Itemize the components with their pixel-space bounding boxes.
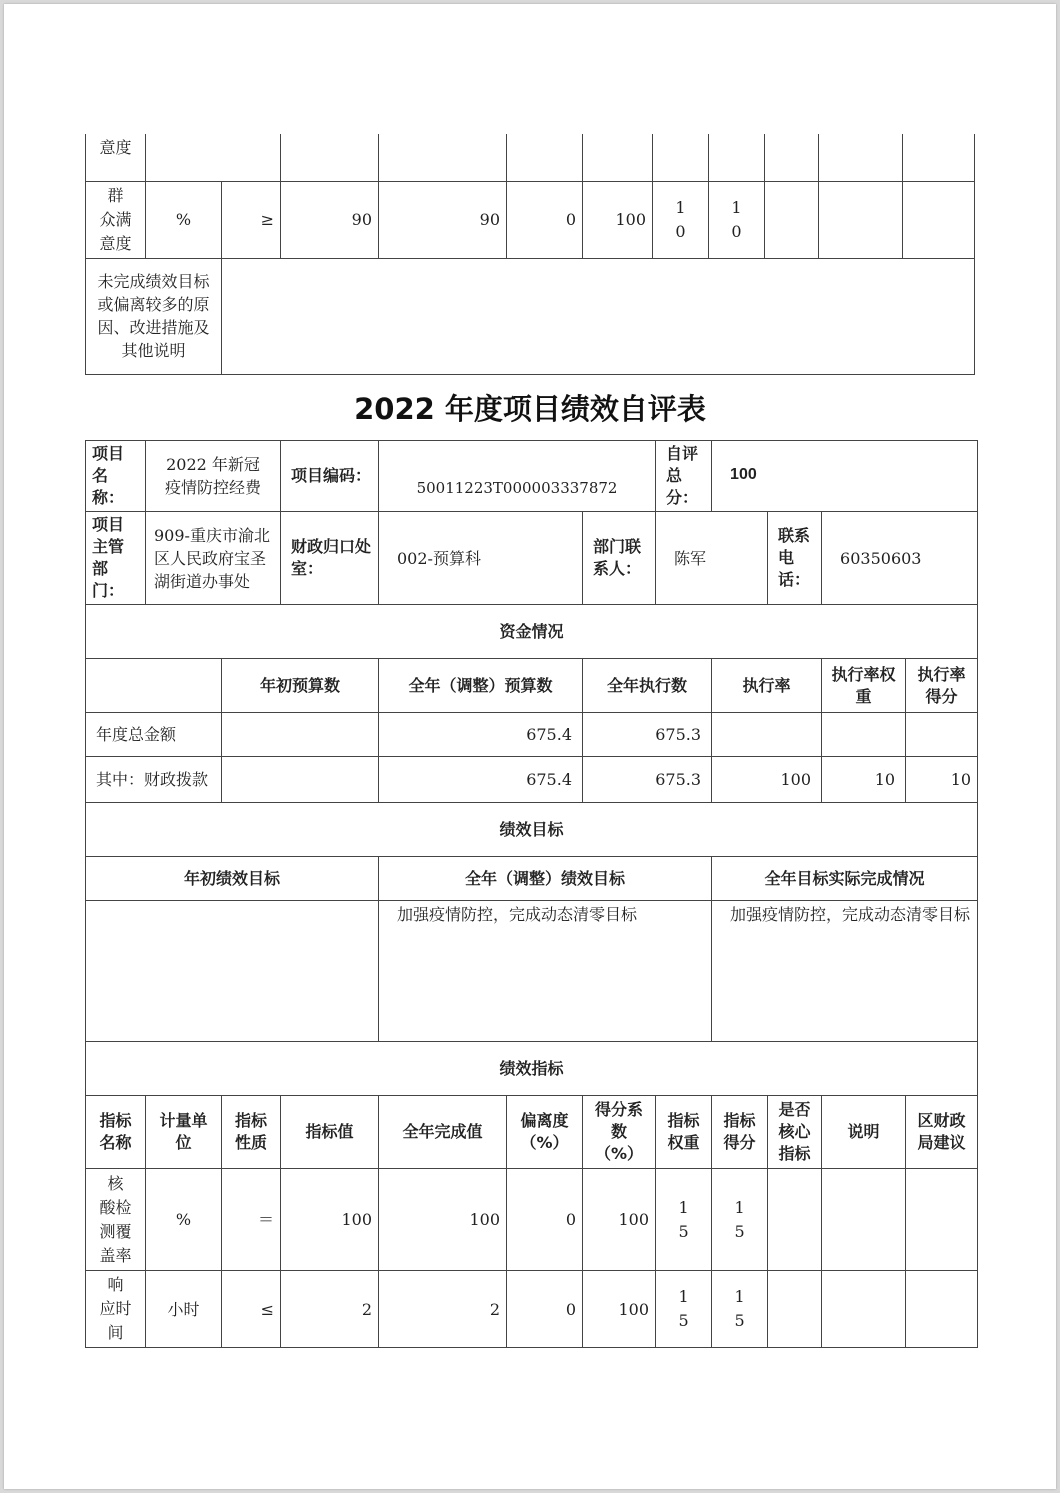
- funds-initial-cell: [222, 757, 379, 803]
- indicator-name-cell: 响 应时 间: [86, 1271, 146, 1348]
- project-name-value: 2022 年新冠疫情防控经费: [146, 441, 281, 512]
- self-score-label: 自评总分：: [656, 441, 712, 512]
- previous-indicator-table: [85, 134, 975, 375]
- unit-cell: %: [146, 1169, 222, 1271]
- funds-section-title: 资金情况: [86, 605, 978, 659]
- funds-row-label: 年度总金额: [86, 713, 222, 757]
- target-value-cell: 100: [281, 1169, 379, 1271]
- self-evaluation-table: [85, 440, 978, 1348]
- coefficient-cell: 100: [583, 1169, 656, 1271]
- form-title: 2022 年度项目绩效自评表: [354, 392, 706, 426]
- table-row: [86, 134, 975, 181]
- unfinished-reason-label: 未完成绩效目标或偏离较多的原因、改进措施及其他说明: [86, 258, 222, 374]
- indicator-name-cell: 意度: [86, 134, 146, 181]
- table-row: [86, 512, 978, 605]
- weight-cell: 1 0: [653, 181, 709, 258]
- unit-cell: 小时: [146, 1271, 222, 1348]
- funds-header-rate: 执行率: [712, 659, 822, 713]
- table-header-row: [86, 857, 978, 901]
- table-header-row: [86, 1096, 978, 1169]
- deviation-cell: 0: [507, 1271, 583, 1348]
- document-page: [4, 4, 1056, 1489]
- section-header-row: [86, 803, 978, 857]
- core-cell: [768, 1271, 822, 1348]
- dept-label: 项目主管部门：: [86, 512, 146, 605]
- unfinished-reason-value: [222, 258, 975, 374]
- target-value-cell: 2: [281, 1271, 379, 1348]
- funds-score-cell: [906, 713, 978, 757]
- ind-header-name: 指标名称: [86, 1096, 146, 1169]
- nature-cell: ≤: [222, 1271, 281, 1348]
- ind-header-actual: 全年完成值: [379, 1096, 507, 1169]
- indicator-name-cell: 群 众满 意度: [86, 181, 146, 258]
- funds-weight-cell: [822, 713, 906, 757]
- project-code-value: 50011223T000003337872: [379, 441, 656, 512]
- deviation-cell: 0: [507, 181, 583, 258]
- actual-value-cell: 90: [379, 181, 507, 258]
- indicators-section-title: 绩效指标: [86, 1042, 978, 1096]
- advice-cell: [906, 1271, 978, 1348]
- goals-initial-cell: [86, 901, 379, 1042]
- core-cell: [768, 1169, 822, 1271]
- score-cell: 1 5: [712, 1271, 768, 1348]
- advice-cell: [906, 1169, 978, 1271]
- contact-person-value: 陈军: [656, 512, 768, 605]
- ind-header-nature: 指标性质: [222, 1096, 281, 1169]
- unit-cell: %: [146, 181, 222, 258]
- table-row: [86, 1169, 978, 1271]
- section-header-row: [86, 605, 978, 659]
- funds-row-label: 其中：财政拨款: [86, 757, 222, 803]
- goals-header-initial: 年初绩效目标: [86, 857, 379, 901]
- dept-value: 909-重庆市渝北区人民政府宝圣湖街道办事处: [146, 512, 281, 605]
- nature-cell: ≥: [222, 181, 281, 258]
- ind-header-note: 说明: [822, 1096, 906, 1169]
- funds-header-weight: 执行率权重: [822, 659, 906, 713]
- ind-header-unit: 计量单位: [146, 1096, 222, 1169]
- section-header-row: [86, 1042, 978, 1096]
- goals-header-adjusted: 全年（调整）绩效目标: [379, 857, 712, 901]
- goals-adjusted-cell: 加强疫情防控，完成动态清零目标: [379, 901, 712, 1042]
- table-row: [86, 258, 975, 374]
- coefficient-cell: 100: [583, 181, 653, 258]
- funds-executed-cell: 675.3: [583, 757, 712, 803]
- phone-label: 联系电话：: [768, 512, 822, 605]
- funds-rate-cell: [712, 713, 822, 757]
- actual-value-cell: 2: [379, 1271, 507, 1348]
- funds-header-adjusted: 全年（调整）预算数: [379, 659, 583, 713]
- funds-score-cell: 10: [906, 757, 978, 803]
- ind-header-score: 指标得分: [712, 1096, 768, 1169]
- actual-value-cell: 100: [379, 1169, 507, 1271]
- project-code-label: 项目编码：: [281, 441, 379, 512]
- funds-header-score: 执行率得分: [906, 659, 978, 713]
- contact-person-label: 部门联系人：: [583, 512, 656, 605]
- target-value-cell: 90: [281, 181, 379, 258]
- nature-cell: ＝: [222, 1169, 281, 1271]
- ind-header-deviation: 偏离度（%）: [507, 1096, 583, 1169]
- funds-header-empty: [86, 659, 222, 713]
- funds-header-initial: 年初预算数: [222, 659, 379, 713]
- funds-adjusted-cell: 675.4: [379, 757, 583, 803]
- table-row: [86, 713, 978, 757]
- table-row: [86, 1271, 978, 1348]
- ind-header-core: 是否核心指标: [768, 1096, 822, 1169]
- score-cell: 1 5: [712, 1169, 768, 1271]
- score-cell: 1 0: [709, 181, 765, 258]
- funds-initial-cell: [222, 713, 379, 757]
- project-name-label: 项目名称：: [86, 441, 146, 512]
- finance-office-value: 002-预算科: [379, 512, 583, 605]
- goals-header-actual: 全年目标实际完成情况: [712, 857, 978, 901]
- funds-executed-cell: 675.3: [583, 713, 712, 757]
- funds-rate-cell: 100: [712, 757, 822, 803]
- finance-office-label: 财政归口处室：: [281, 512, 379, 605]
- goals-section-title: 绩效目标: [86, 803, 978, 857]
- note-cell: [822, 1169, 906, 1271]
- table-row: [86, 181, 975, 258]
- goals-actual-cell: 加强疫情防控，完成动态清零目标: [712, 901, 978, 1042]
- indicator-name-cell: 核 酸检 测覆 盖率: [86, 1169, 146, 1271]
- ind-header-target: 指标值: [281, 1096, 379, 1169]
- ind-header-weight: 指标权重: [656, 1096, 712, 1169]
- funds-header-executed: 全年执行数: [583, 659, 712, 713]
- table-row: [86, 757, 978, 803]
- table-row: [86, 901, 978, 1042]
- note-cell: [822, 1271, 906, 1348]
- ind-header-coefficient: 得分系数（%）: [583, 1096, 656, 1169]
- ind-header-advice: 区财政局建议: [906, 1096, 978, 1169]
- table-header-row: [86, 659, 978, 713]
- coefficient-cell: 100: [583, 1271, 656, 1348]
- self-score-value: 100: [712, 441, 978, 512]
- table-row: [86, 441, 978, 512]
- weight-cell: 1 5: [656, 1271, 712, 1348]
- phone-value: 60350603: [822, 512, 978, 605]
- weight-cell: 1 5: [656, 1169, 712, 1271]
- funds-adjusted-cell: 675.4: [379, 713, 583, 757]
- funds-weight-cell: 10: [822, 757, 906, 803]
- deviation-cell: 0: [507, 1169, 583, 1271]
